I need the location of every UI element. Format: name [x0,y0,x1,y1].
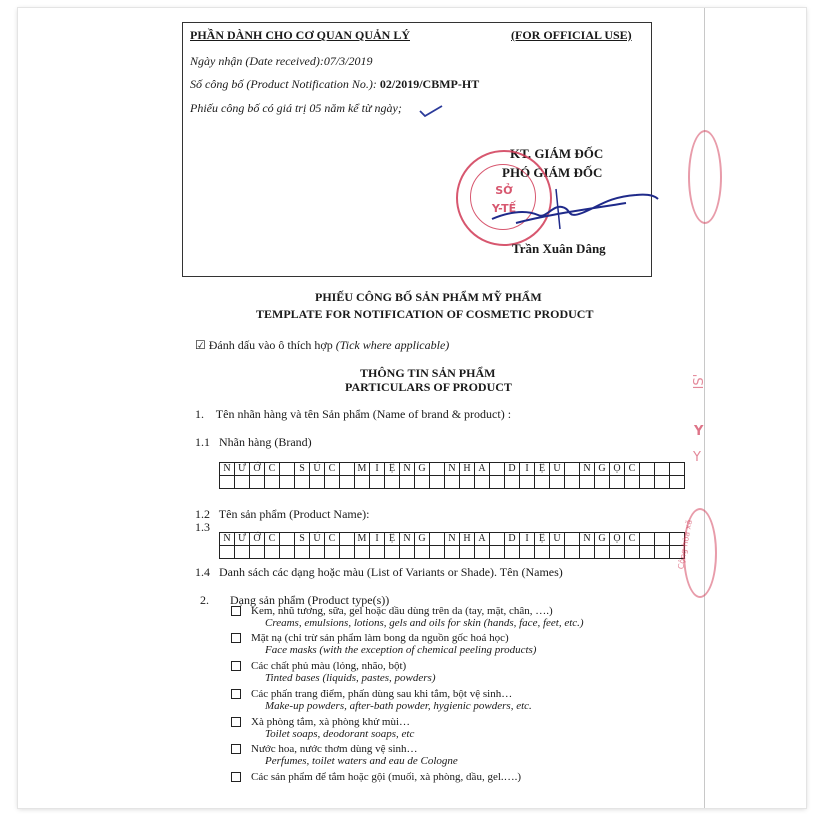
notification-label: Số công bố (Product Notification No.): [190,77,377,91]
checkbox[interactable] [231,717,241,727]
grid-cell[interactable]: Ệ [535,533,550,546]
checkbox[interactable] [231,744,241,754]
item-1-4: 1.4 Danh sách các dạng hoặc màu (List of Variants or Shade). Tên (Names) [195,565,563,579]
product-type-vn: Các phấn trang điểm, phấn dùng sau khi tắm, bột vệ sinh… [251,688,513,700]
grid-cell[interactable] [295,476,310,489]
product-type-vn: Các sản phẩm để tắm hoặc gội (muối, xà phòng, dầu, gel.….) [251,771,522,783]
grid-cell[interactable] [475,546,490,559]
grid-cell[interactable]: A [475,533,490,546]
item-1-3: 1.3 [195,520,210,534]
checkbox[interactable] [231,772,241,782]
grid-cell[interactable] [430,463,445,476]
page-edge [704,8,705,808]
grid-cell[interactable] [235,546,250,559]
grid-cell[interactable]: S [295,463,310,476]
grid-cell[interactable] [385,546,400,559]
grid-cell[interactable] [550,546,565,559]
grid-cell[interactable] [370,476,385,489]
grid-cell[interactable]: H [460,463,475,476]
product-type-en: Face masks (with the exception of chemical peeling products) [265,644,537,656]
grid-cell[interactable]: N [220,463,235,476]
grid-cell[interactable]: A [475,463,490,476]
grid-cell[interactable]: Ư [235,533,250,546]
grid-cell[interactable]: H [460,533,475,546]
item-1: 1. Tên nhãn hàng và tên Sản phẩm (Name of brand & product) : [195,407,512,421]
official-title-vn: PHẦN DÀNH CHO CƠ QUAN QUẢN LÝ [190,28,410,42]
grid-cell[interactable] [235,476,250,489]
grid-cell[interactable] [595,476,610,489]
product-type-en: Tinted bases (liquids, pastes, powders) [265,672,436,684]
checkbox[interactable] [231,606,241,616]
grid-cell[interactable] [610,476,625,489]
grid-cell[interactable] [625,476,640,489]
brand-grid [219,462,685,489]
grid-cell[interactable]: N [220,533,235,546]
particulars-title-en: PARTICULARS OF PRODUCT [345,380,512,394]
right-margin-mark-1: Y [694,424,704,439]
grid-cell[interactable] [400,546,415,559]
product-type-item [231,771,521,783]
grid-cell[interactable]: C [625,533,640,546]
product-type-item [231,688,532,712]
stamp-text-1: SỞ [495,184,513,197]
grid-cell[interactable]: Ệ [385,533,400,546]
grid-cell[interactable] [475,476,490,489]
grid-cell[interactable] [460,476,475,489]
grid-cell[interactable] [550,476,565,489]
checkbox[interactable] [231,661,241,671]
product-grid-row [220,533,685,546]
notification-line [190,77,479,92]
grid-cell[interactable]: N [400,533,415,546]
grid-cell[interactable]: G [415,533,430,546]
grid-cell[interactable]: D [505,533,520,546]
grid-cell[interactable] [280,476,295,489]
tick-note [195,338,449,353]
tick-note-vn: Đánh dấu vào ô thích hợp [208,338,333,352]
grid-cell[interactable]: Ư [235,463,250,476]
grid-cell[interactable]: U [550,533,565,546]
product-type-vn: Xà phòng tắm, xà phòng khử mùi… [251,716,411,728]
grid-cell[interactable]: N [400,463,415,476]
grid-cell[interactable]: G [595,463,610,476]
grid-cell[interactable] [640,533,655,546]
grid-cell[interactable] [325,476,340,489]
grid-cell[interactable] [640,463,655,476]
grid-cell[interactable] [580,546,595,559]
grid-cell[interactable] [265,476,280,489]
grid-cell[interactable] [415,546,430,559]
grid-cell[interactable]: N [580,533,595,546]
grid-cell[interactable]: M [355,463,370,476]
grid-cell[interactable] [280,463,295,476]
grid-cell[interactable]: C [325,463,340,476]
product-type-vn: Các chất phủ màu (lỏng, nhão, bột) [251,660,407,672]
grid-cell[interactable] [385,476,400,489]
grid-cell[interactable] [640,546,655,559]
product-types-heading: 2. Dạng sản phẩm (Product type(s)) [200,593,390,607]
grid-cell[interactable] [310,476,325,489]
grid-cell[interactable] [340,546,355,559]
product-type-item [231,605,584,629]
sign-title-1: KT. GIÁM ĐỐC [510,146,604,161]
grid-cell[interactable]: M [355,533,370,546]
grid-cell[interactable] [340,533,355,546]
grid-cell[interactable] [655,546,670,559]
product-type-item [231,716,414,740]
right-margin-stamp-fragment [688,130,722,224]
grid-cell[interactable]: G [415,463,430,476]
grid-cell[interactable] [595,546,610,559]
grid-cell[interactable] [430,533,445,546]
grid-cell[interactable] [340,476,355,489]
grid-cell[interactable]: D [505,463,520,476]
grid-cell[interactable] [250,476,265,489]
product-type-en: Make-up powders, after-bath powder, hygienic powders, etc. [265,700,532,712]
grid-cell[interactable] [400,476,415,489]
grid-cell[interactable]: N [580,463,595,476]
grid-cell[interactable] [655,476,670,489]
grid-cell[interactable]: Ú [310,533,325,546]
grid-cell[interactable] [355,546,370,559]
grid-cell[interactable] [490,546,505,559]
grid-cell[interactable] [535,476,550,489]
grid-cell[interactable] [220,476,235,489]
checkmark-icon [418,104,444,118]
grid-cell[interactable] [655,533,670,546]
grid-cell[interactable] [520,546,535,559]
grid-cell[interactable] [490,476,505,489]
grid-cell[interactable]: Ọ [610,463,625,476]
product-type-vn: Kem, nhũ tương, sữa, gel hoặc dầu dùng trên da (tay, mặt, chân, ….) [251,605,553,617]
grid-cell[interactable] [280,546,295,559]
grid-cell[interactable] [640,476,655,489]
grid-cell[interactable] [370,546,385,559]
grid-cell[interactable] [430,476,445,489]
grid-cell[interactable]: C [265,533,280,546]
grid-cell[interactable]: G [595,533,610,546]
grid-cell[interactable] [340,463,355,476]
right-margin-mark-2: lS' [692,373,708,390]
grid-cell[interactable]: C [325,533,340,546]
grid-cell[interactable] [565,533,580,546]
grid-cell[interactable] [565,476,580,489]
product-type-en: Perfumes, toilet waters and eau de Cologne [265,755,458,767]
signer-name: Trần Xuân Dâng [512,241,606,256]
product-type-item [231,632,536,656]
grid-cell[interactable] [490,463,505,476]
checkbox[interactable] [231,633,241,643]
product-type-en: Creams, emulsions, lotions, gels and oils for skin (hands, face, feet, etc.) [265,617,584,629]
grid-cell[interactable] [520,476,535,489]
grid-cell[interactable]: Ớ [250,463,265,476]
brand-grid-row [220,476,685,489]
tick-note-en: (Tick where applicable) [335,338,450,352]
grid-cell[interactable] [295,546,310,559]
product-type-vn: Nước hoa, nước thơm dùng vệ sinh… [251,743,418,755]
product-grid [219,532,685,559]
grid-cell[interactable] [280,533,295,546]
grid-cell[interactable] [265,546,280,559]
notification-number: 02/2019/CBMP-HT [379,77,480,91]
product-type-en: Toilet soaps, deodorant soaps, etc [265,728,415,740]
grid-cell[interactable] [565,546,580,559]
grid-cell[interactable] [415,476,430,489]
grid-cell[interactable] [325,546,340,559]
template-title-en: TEMPLATE FOR NOTIFICATION OF COSMETIC PRODUCT [256,307,594,321]
grid-cell[interactable]: C [265,463,280,476]
product-type-item [231,743,458,767]
grid-cell[interactable] [490,533,505,546]
grid-cell[interactable] [460,546,475,559]
particulars-title-vn: THÔNG TIN SẢN PHẨM [360,366,496,380]
grid-cell[interactable]: C [625,463,640,476]
item-1-2: 1.2 Tên sản phẩm (Product Name): [195,507,370,521]
ticked-checkbox-icon: ☑ [195,338,206,352]
grid-cell[interactable] [655,463,670,476]
grid-cell[interactable]: N [445,463,460,476]
grid-cell[interactable] [445,546,460,559]
signature-graphic [486,185,666,235]
grid-cell[interactable]: I [520,533,535,546]
grid-cell[interactable]: Ệ [385,463,400,476]
validity-note: Phiếu công bố có giá trị 05 năm kể từ ngày; [190,101,402,115]
right-margin-mark-3: Y [693,450,701,465]
grid-cell[interactable]: Ú [310,463,325,476]
grid-cell[interactable] [355,476,370,489]
product-type-item [231,660,436,684]
grid-cell[interactable] [430,546,445,559]
grid-cell[interactable] [220,546,235,559]
grid-cell[interactable]: I [520,463,535,476]
product-grid-row [220,546,685,559]
grid-cell[interactable] [535,546,550,559]
grid-cell[interactable] [610,546,625,559]
official-title-en: (FOR OFFICIAL USE) [511,28,632,42]
grid-cell[interactable] [250,546,265,559]
item-1-1: 1.1 Nhãn hàng (Brand) [195,435,312,449]
grid-cell[interactable]: I [370,463,385,476]
stamp-text-2: Y-TẾ [491,202,517,215]
brand-grid-row [220,463,685,476]
grid-cell[interactable] [670,463,685,476]
grid-cell[interactable] [445,476,460,489]
template-title-vn: PHIẾU CÔNG BỐ SẢN PHẨM MỸ PHẨM [315,290,542,304]
checkbox[interactable] [231,689,241,699]
right-margin-mark-4: Cộng hòa xã [676,518,694,571]
grid-cell[interactable] [310,546,325,559]
grid-cell[interactable] [670,476,685,489]
grid-cell[interactable] [505,546,520,559]
grid-cell[interactable] [505,476,520,489]
grid-cell[interactable]: I [370,533,385,546]
grid-cell[interactable]: Ệ [535,463,550,476]
grid-cell[interactable]: S [295,533,310,546]
grid-cell[interactable]: Ớ [250,533,265,546]
grid-cell[interactable]: N [445,533,460,546]
grid-cell[interactable] [565,463,580,476]
grid-cell[interactable] [580,476,595,489]
grid-cell[interactable]: U [550,463,565,476]
grid-cell[interactable]: Ọ [610,533,625,546]
date-received: Ngày nhận (Date received):07/3/2019 [190,54,373,68]
grid-cell[interactable] [625,546,640,559]
product-type-vn: Mặt nạ (chỉ trừ sản phẩm làm bong da nguồn gốc hoá học) [251,632,509,644]
sign-title-2: PHÓ GIÁM ĐỐC [502,165,603,180]
